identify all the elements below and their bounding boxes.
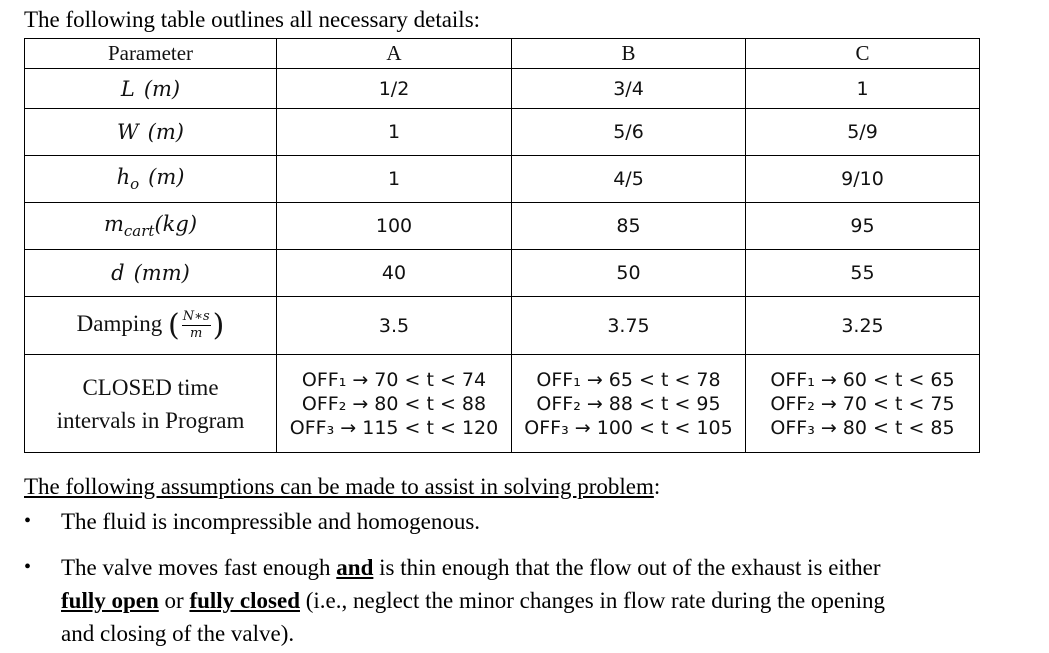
cell-a: 1 (277, 156, 512, 203)
table-row (25, 297, 980, 355)
cell-b: 85 (512, 203, 746, 250)
cell-c: 1 (746, 69, 980, 109)
row-label-width: W (m) (25, 109, 277, 156)
row-label-damping: Damping ( $\frac{N∗s}{m}$ ) (25, 297, 277, 355)
cell-c: 3.25 (746, 297, 980, 355)
cell-a: 3.5 (277, 297, 512, 355)
cell-b: 4/5 (512, 156, 746, 203)
cell-a: 40 (277, 250, 512, 297)
assumption-text: The valve moves fast enough and is thin enough that the flow out of the exhaust is either fully open or fully closed (i.e., neglect the minor changes in flow rate during the opening and closing of the valve). (61, 555, 886, 646)
header-c: C (746, 39, 980, 69)
cell-c: 95 (746, 203, 980, 250)
row-label-closed-intervals: CLOSED time intervals in Program (25, 355, 277, 453)
header-b: B (512, 39, 746, 69)
header-a: A (277, 39, 512, 69)
row-label-cart-mass: $m_{cart}(kg)$ (25, 203, 277, 250)
cell-a: 100 (277, 203, 512, 250)
cell-c-intervals: OFF₁ → 60 < t < 65 OFF₂ → 70 < t < 75 OFF₃ → 80 < t < 85 (746, 355, 980, 453)
row-label-initial-height: $h_o$ (m) (25, 156, 277, 203)
table-row (25, 109, 980, 156)
cell-c: 55 (746, 250, 980, 297)
table-row (25, 250, 980, 297)
cell-c: 5/9 (746, 109, 980, 156)
cell-a-intervals: OFF₁ → 70 < t < 74 OFF₂ → 80 < t < 88 OFF₃ → 115 < t < 120 (277, 355, 512, 453)
assumption-text: The fluid is incompressible and homogenous. (61, 509, 481, 534)
header-parameter: Parameter (25, 39, 277, 69)
cell-b: 3/4 (512, 69, 746, 109)
cell-a: 1 (277, 109, 512, 156)
cell-b: 5/6 (512, 109, 746, 156)
cell-a: 1/2 (277, 69, 512, 109)
damping-unit-fraction: $\frac{N∗s}{m}$ (182, 309, 210, 341)
bullet-icon: • (24, 510, 32, 532)
row-label-length: L (m) (25, 69, 277, 109)
intro-text: The following table outlines all necessary details: (24, 7, 481, 32)
table-row (25, 69, 980, 109)
table-row (25, 355, 980, 453)
table-row (25, 156, 980, 203)
table-row (25, 203, 980, 250)
parameters-table (24, 38, 980, 453)
assumptions-heading: The following assumptions can be made to assist in solving problem: (24, 474, 661, 499)
cell-b-intervals: OFF₁ → 65 < t < 78 OFF₂ → 88 < t < 95 OFF₃ → 100 < t < 105 (512, 355, 746, 453)
cell-b: 50 (512, 250, 746, 297)
row-label-diameter: d (mm) (25, 250, 277, 297)
table-header-row (25, 39, 980, 69)
cell-c: 9/10 (746, 156, 980, 203)
bullet-icon: • (24, 556, 32, 578)
cell-b: 3.75 (512, 297, 746, 355)
